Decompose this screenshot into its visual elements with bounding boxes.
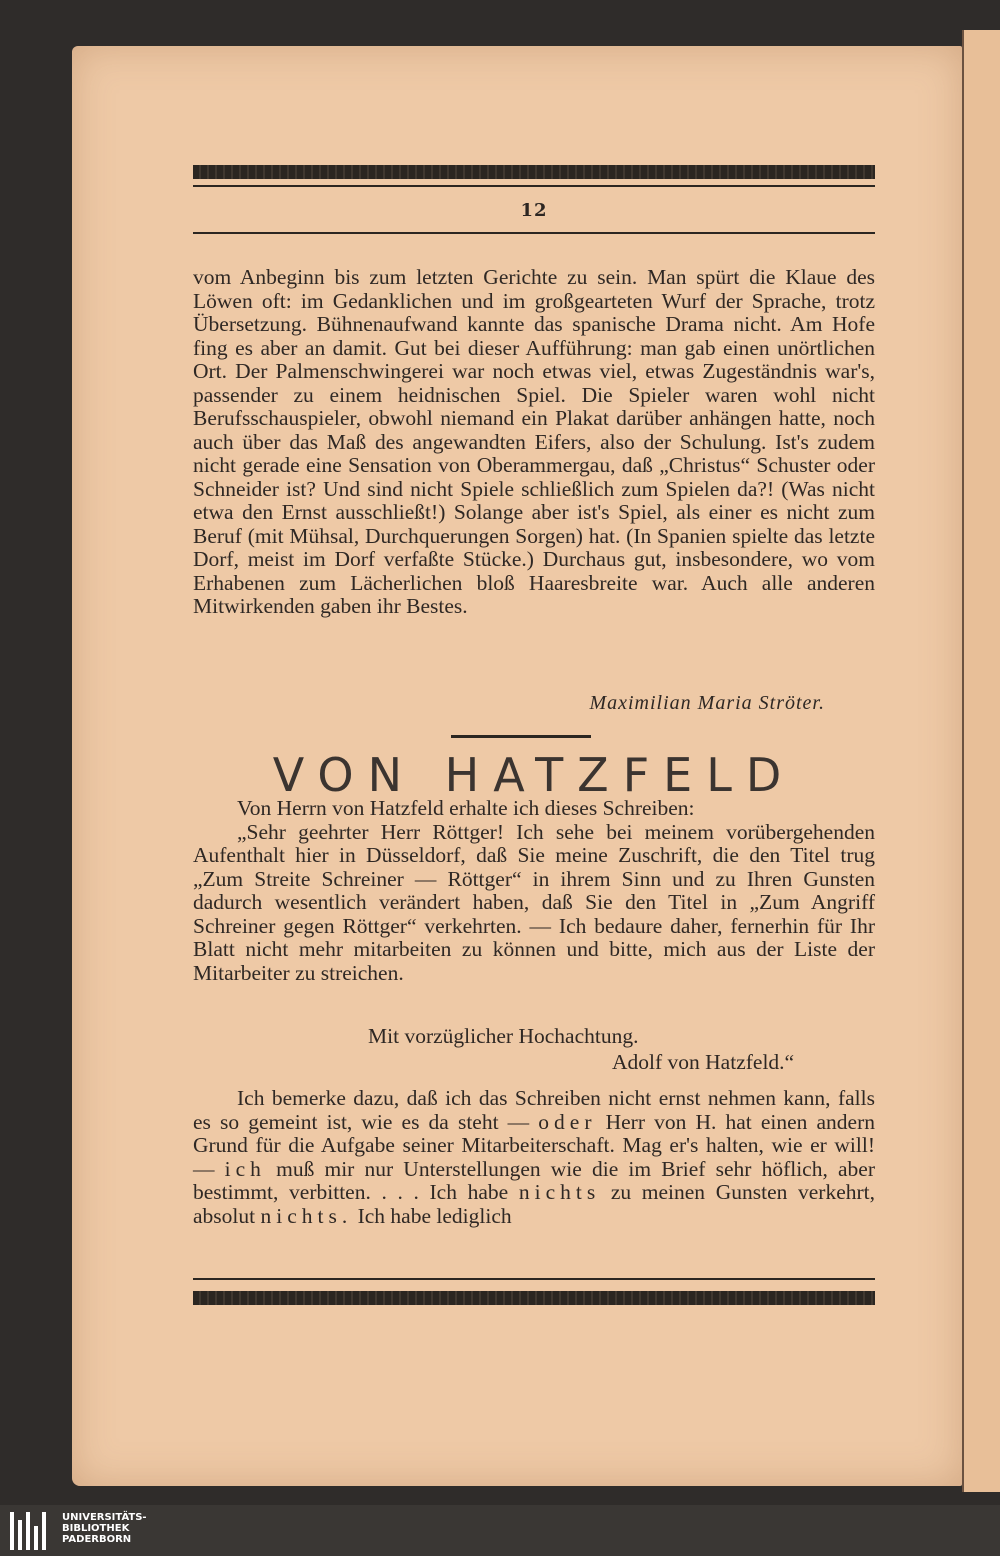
library-name-line-1: UNIVERSITÄTS- [62, 1512, 147, 1523]
adjacent-page-edge [962, 30, 1000, 1492]
footer-rule-thin [193, 1278, 875, 1280]
library-name-line-3: PADERBORN [62, 1534, 132, 1545]
footer-rule-thick [193, 1291, 875, 1305]
library-footer [0, 1505, 1000, 1556]
intro-line: Von Herrn von Hatzfeld erhalte ich dieses Schreiben: [237, 796, 695, 820]
reply-text-5: Ich habe lediglich [357, 1203, 512, 1228]
reply-text-4: zu meinen Gunsten verkehrt, absolut [193, 1180, 875, 1228]
letter-closing: Mit vorzüglicher Hochachtung. [368, 1024, 639, 1048]
reply-text-3: muß mir nur Unterstellungen wie die im Brief sehr höflich, aber bestimmt, verbitten. . . . Ich habe [193, 1156, 875, 1204]
reply-emphasis-oder: oder [538, 1109, 597, 1134]
author-signature: Maximilian Maria Ströter. [589, 692, 825, 714]
reply-emphasis-ich: ich [224, 1156, 266, 1181]
reply-text-2: Herr von H. hat einen andern Grund für die Aufgabe seiner Mitarbeiterschaft. Mag er's halten, wie er will! — [193, 1109, 876, 1181]
letter-signature: Adolf von Hatzfeld.“ [612, 1050, 795, 1074]
article-paragraph [193, 266, 875, 619]
reply-paragraph [193, 1087, 875, 1228]
letter-section [193, 797, 875, 985]
paragraph-text: vom Anbeginn bis zum letzten Gerichte zu sein. Man spürt die Klaue des Löwen oft: im Gedanklichen und im großgearteten Wurf der Sprache, trotz Übersetzung. Bühnenaufwand kannte das spanische Drama nicht. Am Hofe fing es aber an damit. Gut bei dieser Aufführung: man gab einen unörtlichen Ort. Der Palmenschwingerei war noch etwas viel, etwas Zugeständnis war's, passender zu einem heidnischen Spiel. Die Spieler waren wohl nicht Berufsschauspieler, obwohl niemand ein Plakat darüber anhängen hatte, noch auch über das Maß des angewandten Eifers, also der Schulung. Ist's zudem nicht gerade eine Sensation von Oberammergau, daß „Christus“ Schuster oder Schneider ist? Und sind nicht Spiele schließlich zum Spielen da?! (Was nicht etwa den Ernst ausschließt!) Solange aber ist's Spiel, als einer es nicht zum Beruf (mit Mühsal, Durchquerungen Sorgen) hat. (In Spanien spielte das letzte Dorf, meist im Dorf verfaßte Stücke.) Durchaus gut, insbesondere, wo vom Erhabenen zum Lächerlichen bloß Haaresbreite war. Auch alle anderen Mitwirkenden gaben ihr Bestes. [193, 265, 875, 618]
library-name-line-2: BIBLIOTHEK [62, 1523, 130, 1534]
reply-emphasis-nichts-2: nichts. [260, 1203, 353, 1228]
reply-emphasis-nichts-1: nichts [518, 1180, 601, 1204]
header-rule-thin [193, 185, 875, 187]
section-divider [451, 735, 591, 738]
section-headline: VON HATZFELD [272, 748, 796, 802]
library-name [62, 1512, 147, 1545]
header-rule-bottom [193, 232, 875, 234]
page-number: 12 [520, 200, 548, 221]
header-rule-thick [193, 165, 875, 179]
letter-body: „Sehr geehrter Herr Röttger! Ich sehe bei meinem vorübergehenden Aufenthalt hier in Düsseldorf, daß Sie meine Zuschrift, die den Titel trug „Zum Streite Schreiner — Röttger“ in ihrem Sinn und zu Ihren Gunsten dadurch wesentlich verändert haben, daß Sie den Titel in „Zum Angriff Schreiner gegen Röttger“ verkehrten. — Ich bedaure daher, fernerhin für Ihr Blatt nicht mehr mitarbeiten zu können und bitte, mich aus der Liste der Mitarbeiter zu streichen. [193, 819, 875, 985]
library-logo-icon [10, 1512, 54, 1550]
reply-text-1: Ich bemerke dazu, daß ich das Schreiben nicht ernst nehmen kann, falls es so gemeint ist, wie es da steht — [193, 1086, 875, 1134]
